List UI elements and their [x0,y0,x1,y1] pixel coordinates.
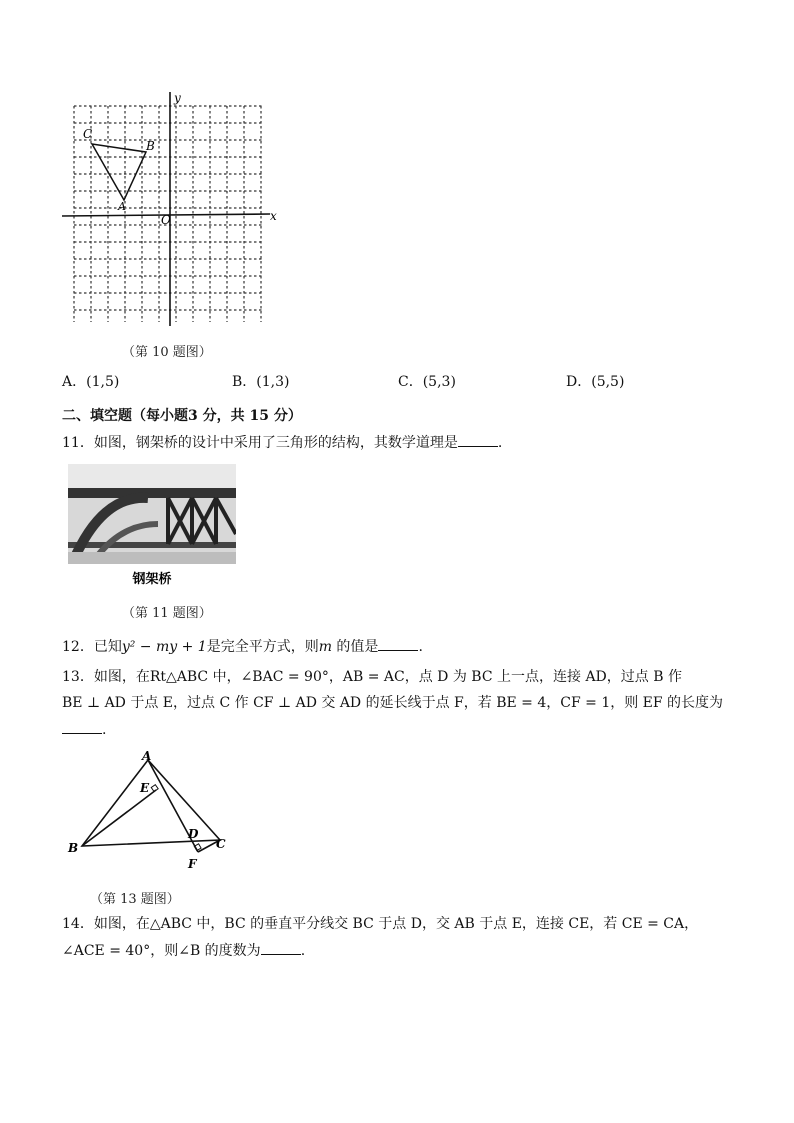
answer-blank [261,940,301,955]
origin-label: O [161,213,171,227]
x-axis-label: x [270,209,277,223]
point-c-label: C [83,127,93,141]
question-11: 11．如图，钢架桥的设计中采用了三角形的结构，其数学道理是 . [62,432,502,453]
bridge-photo [68,464,236,588]
label-f: F [188,857,197,871]
figure-10-grid [62,92,278,328]
label-c: C [216,837,226,851]
option-c: C．(5,3) [398,374,456,390]
option-b: B．(1,3) [232,374,290,390]
answer-blank [378,636,418,651]
label-b: B [68,841,79,855]
option-a: A．(1,5) [62,374,120,390]
expression: y² − my + 1 [121,639,207,655]
figure-13-triangle [62,748,232,874]
section-heading: 二、填空题（每小题3 分，共 15 分） [62,408,302,424]
option-d: D．(5,5) [566,374,625,390]
point-a-label: A [118,200,126,213]
question-14-line2: ∠ACE = 40°，则∠B 的度数为 . [62,940,305,961]
figure-13-caption: （第 13 题图） [90,892,180,907]
label-a: A [142,749,152,763]
label-e: E [140,781,150,795]
figure-11-caption: （第 11 题图） [122,606,212,621]
question-12: 12．已知y² − my + 1是完全平方式，则m 的值是 . [62,636,423,657]
question-13-line2: BE ⊥ AD 于点 E，过点 C 作 CF ⊥ AD 交 AD 的延长线于点 F，若 BE = 4，CF = 1，则 EF 的长度为 [62,695,724,711]
question-13-line1: 13．如图，在Rt△ABC 中，∠BAC = 90°，AB = AC，点 D 为 BC 上一点，连接 AD，过点 B 作 [62,669,682,685]
triangle-abc [92,144,146,200]
point-b-label: B [146,139,155,153]
answer-blank [62,719,102,734]
question-13-line3: . [62,719,106,740]
y-axis-label: y [174,92,181,105]
question-14-line1: 14．如图，在△ABC 中，BC 的垂直平分线交 BC 于点 D，交 AB 于点 E，连接 CE，若 CE = CA， [62,916,699,932]
figure-10-caption: （第 10 题图） [122,345,212,360]
bridge-label: 钢架桥 [132,572,172,587]
label-d: D [188,827,199,841]
answer-blank [458,432,498,447]
